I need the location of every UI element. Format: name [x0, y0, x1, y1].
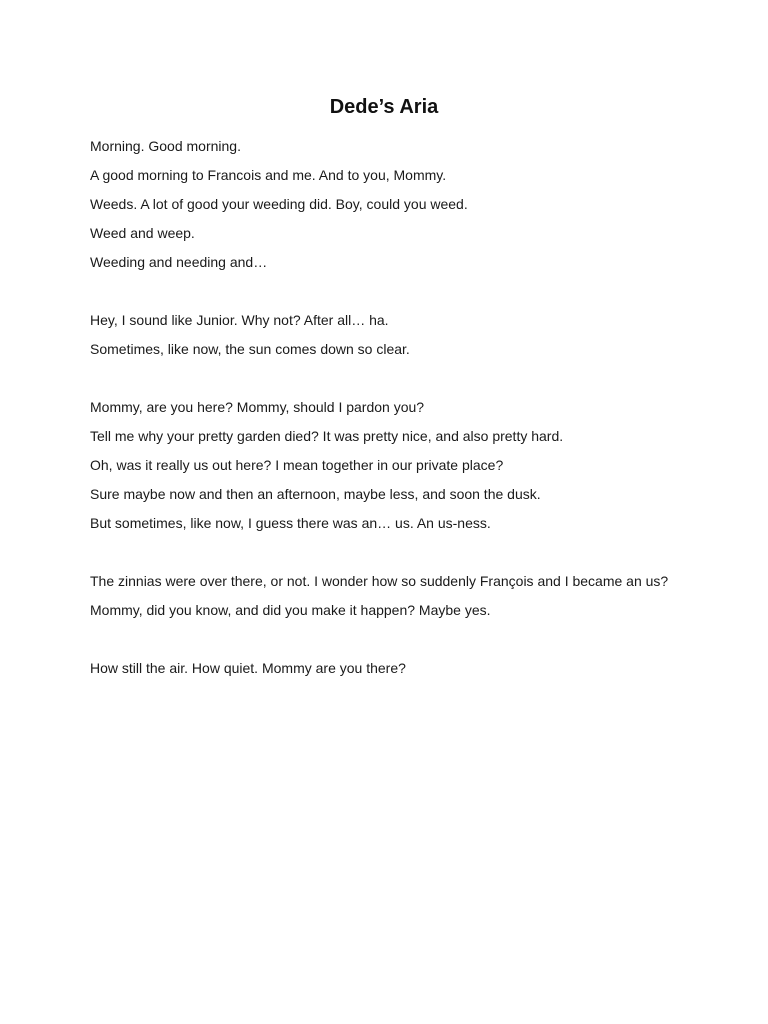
text-line: Sure maybe now and then an afternoon, maybe less, and soon the dusk.: [90, 486, 541, 502]
stanza-5: [90, 654, 730, 683]
text-line: Weeds. A lot of good your weeding did. Boy, could you weed.: [90, 196, 468, 212]
text-line: Morning. Good morning.: [90, 138, 241, 154]
stanza-3: [90, 393, 730, 538]
text-line: Mommy, are you here? Mommy, should I pardon you?: [90, 399, 425, 415]
text-line: Tell me why your pretty garden died? It was pretty nice, and also pretty hard.: [90, 428, 564, 444]
stanza-1: [90, 132, 730, 277]
text-line: Mommy, did you know, and did you make it happen? Maybe yes.: [90, 602, 491, 618]
text-line: But sometimes, like now, I guess there was an… us. An us-ness.: [90, 515, 491, 531]
text-line: Hey, I sound like Junior. Why not? After all… ha.: [90, 312, 389, 328]
stanza-2: [90, 306, 730, 364]
text-line: Sometimes, like now, the sun comes down so clear.: [90, 341, 410, 357]
stanza-4: [90, 567, 730, 625]
text-line: A good morning to Francois and me. And to you, Mommy.: [90, 167, 447, 183]
document-body: [90, 132, 730, 712]
text-line: Weeding and needing and…: [90, 254, 268, 270]
text-line: How still the air. How quiet. Mommy are you there?: [90, 660, 406, 676]
document-title: Dede’s Aria: [329, 96, 439, 118]
text-line: Oh, was it really us out here? I mean together in our private place?: [90, 457, 504, 473]
text-line: Weed and weep.: [90, 225, 195, 241]
text-line: The zinnias were over there, or not. I wonder how so suddenly François and I became an us?: [90, 573, 669, 589]
